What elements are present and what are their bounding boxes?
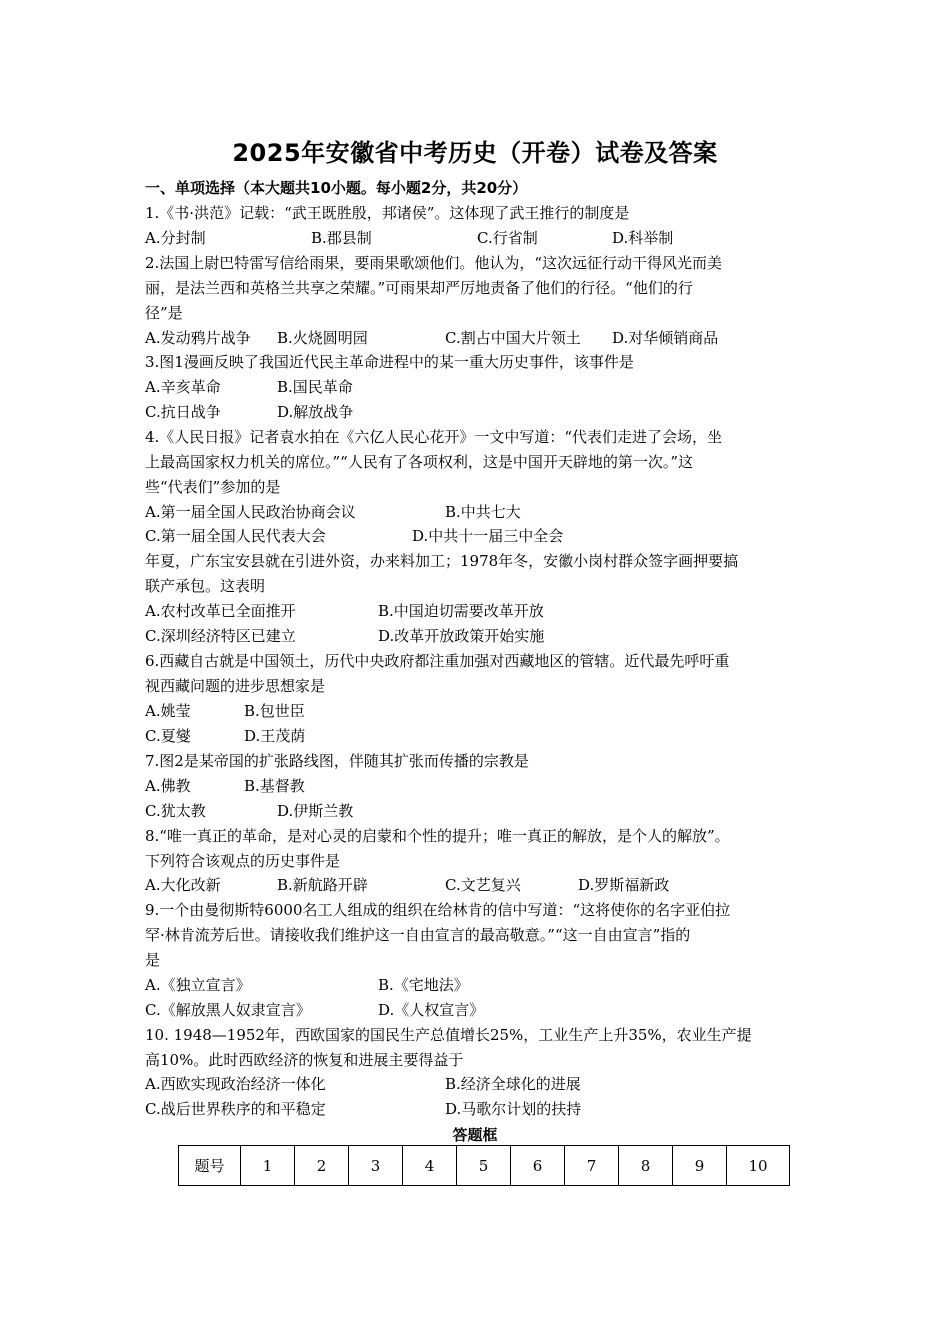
question-4-option-a: A.第一届全国人民政治协商会议 [145, 503, 356, 521]
answer-cell-6[interactable]: 6 [511, 1146, 565, 1186]
question-10-stem-line-2: 高10%。此时西欧经济的恢复和进展主要得益于 [145, 1051, 464, 1069]
answer-cell-1[interactable]: 1 [241, 1146, 295, 1186]
question-10-option-d: D.马歌尔计划的扶持 [445, 1100, 582, 1118]
question-10-stem-line-1: 10. 1948—1952年，西欧国家的国民生产总值增长25%，工业生产上升35%，农业生产提 [145, 1026, 752, 1044]
question-5-option-a: A.农村改革已全面推开 [145, 602, 296, 620]
question-6-stem-line-1: 6.西藏自古就是中国领土，历代中央政府都注重加强对西藏地区的管辖。近代最先呼吁重 [145, 652, 730, 670]
question-8-option-d: D.罗斯福新政 [578, 876, 670, 894]
question-1-option-b: B.郡县制 [311, 229, 372, 247]
answer-table-header: 题号 [179, 1146, 241, 1186]
question-8-option-c: C.文艺复兴 [445, 876, 521, 894]
question-4-stem-line-1: 4.《人民日报》记者袁水拍在《六亿人民心花开》一文中写道：“代表们走进了会场，坐 [145, 428, 722, 446]
answer-cell-4[interactable]: 4 [403, 1146, 457, 1186]
question-7-stem: 7.图2是某帝国的扩张路线图，伴随其扩张而传播的宗教是 [145, 752, 529, 770]
question-9-option-b: B.《宅地法》 [378, 976, 469, 994]
question-7-option-b: B.基督教 [244, 777, 305, 795]
answer-cell-2[interactable]: 2 [295, 1146, 349, 1186]
question-9-option-c: C.《解放黑人奴隶宣言》 [145, 1001, 311, 1019]
answer-box-title: 答题框 [452, 1126, 498, 1144]
question-3-option-d: D.解放战争 [277, 403, 354, 421]
question-1-option-c: C.行省制 [477, 229, 538, 247]
question-5-option-d: D.改革开放政策开始实施 [378, 627, 545, 645]
question-9-stem-line-1: 9.一个由曼彻斯特6000名工人组成的组织在给林肯的信中写道：“这将使你的名字亚伯拉 [145, 901, 731, 919]
question-5-option-b: B.中国迫切需要改革开放 [378, 602, 544, 620]
question-3-option-c: C.抗日战争 [145, 403, 221, 421]
question-4-stem-line-3: 些“代表们”参加的是 [145, 478, 281, 496]
question-10-option-b: B.经济全球化的进展 [445, 1075, 581, 1093]
question-3-option-a: A.辛亥革命 [145, 378, 221, 396]
question-7-option-d: D.伊斯兰教 [277, 802, 354, 820]
question-3-option-b: B.国民革命 [277, 378, 353, 396]
answer-cell-7[interactable]: 7 [565, 1146, 619, 1186]
question-6-stem-line-2: 视西藏问题的进步思想家是 [145, 677, 326, 695]
question-1-option-d: D.科举制 [612, 229, 674, 247]
page-title: 2025年安徽省中考历史（开卷）试卷及答案 [232, 139, 718, 167]
question-9-option-d: D.《人权宣言》 [378, 1001, 485, 1019]
answer-cell-5[interactable]: 5 [457, 1146, 511, 1186]
question-4-stem-line-2: 上最高国家权力机关的席位。”“人民有了各项权利，这是中国开天辟地的第一次。”这 [145, 453, 694, 471]
question-7-option-a: A.佛教 [145, 777, 191, 795]
answer-table-row [179, 1146, 790, 1186]
question-10-option-c: C.战后世界秩序的和平稳定 [145, 1100, 326, 1118]
question-4-option-c: C.第一届全国人民代表大会 [145, 527, 326, 545]
question-8-stem-line-2: 下列符合该观点的历史事件是 [145, 852, 341, 870]
question-1-stem: 1.《书·洪范》记载：“武王既胜殷，邦诸侯”。这体现了武王推行的制度是 [145, 204, 630, 222]
question-3-stem: 3.图1漫画反映了我国近代民主革命进程中的某一重大历史事件，该事件是 [145, 353, 634, 371]
question-2-stem-line-2: 丽，是法兰西和英格兰共享之荣耀。”可雨果却严厉地责备了他们的行径。“他们的行 [145, 279, 693, 297]
answer-cell-10[interactable]: 10 [727, 1146, 790, 1186]
answer-cell-9[interactable]: 9 [673, 1146, 727, 1186]
question-2-option-c: C.割占中国大片领土 [445, 329, 581, 347]
question-4-option-b: B.中共七大 [445, 503, 521, 521]
question-6-option-c: C.夏燮 [145, 727, 191, 745]
question-2-option-b: B.火烧圆明园 [277, 329, 368, 347]
question-6-option-a: A.姚莹 [145, 702, 191, 720]
question-2-stem-line-3: 径”是 [145, 304, 183, 322]
question-5-option-c: C.深圳经济特区已建立 [145, 627, 296, 645]
question-1-option-a: A.分封制 [145, 229, 206, 247]
question-6-option-b: B.包世臣 [244, 702, 305, 720]
question-7-option-c: C.犹太教 [145, 802, 206, 820]
question-9-stem-line-3: 是 [145, 951, 161, 969]
question-8-stem-line-1: 8.“唯一真正的革命，是对心灵的启蒙和个性的提升；唯一真正的解放，是个人的解放”。 [145, 827, 730, 845]
answer-cell-8[interactable]: 8 [619, 1146, 673, 1186]
question-8-option-b: B.新航路开辟 [277, 876, 368, 894]
question-9-option-a: A.《独立宣言》 [145, 976, 251, 994]
section-heading: 一、单项选择（本大题共10小题。每小题2分，共20分） [145, 179, 528, 197]
question-6-option-d: D.王茂荫 [244, 727, 306, 745]
question-8-option-a: A.大化改新 [145, 876, 221, 894]
question-2-stem-line-1: 2.法国上尉巴特雷写信给雨果，要雨果歌颂他们。他认为，“这次远征行动干得风光而美 [145, 254, 722, 272]
answer-cell-3[interactable]: 3 [349, 1146, 403, 1186]
question-9-stem-line-2: 罕·林肯流芳后世。请接收我们维护这一自由宣言的最高敬意。”“这一自由宣言”指的 [145, 926, 691, 944]
question-5-stem-line-1: 年夏，广东宝安县就在引进外资，办来料加工；1978年冬，安徽小岗村群众签字画押要搞 [145, 552, 739, 570]
question-4-option-d: D.中共十一届三中全会 [412, 527, 564, 545]
question-2-option-d: D.对华倾销商品 [612, 329, 719, 347]
question-10-option-a: A.西欧实现政治经济一体化 [145, 1075, 326, 1093]
answer-table [178, 1145, 790, 1186]
question-5-stem-line-2: 联产承包。这表明 [145, 577, 266, 595]
question-2-option-a: A.发动鸦片战争 [145, 329, 251, 347]
